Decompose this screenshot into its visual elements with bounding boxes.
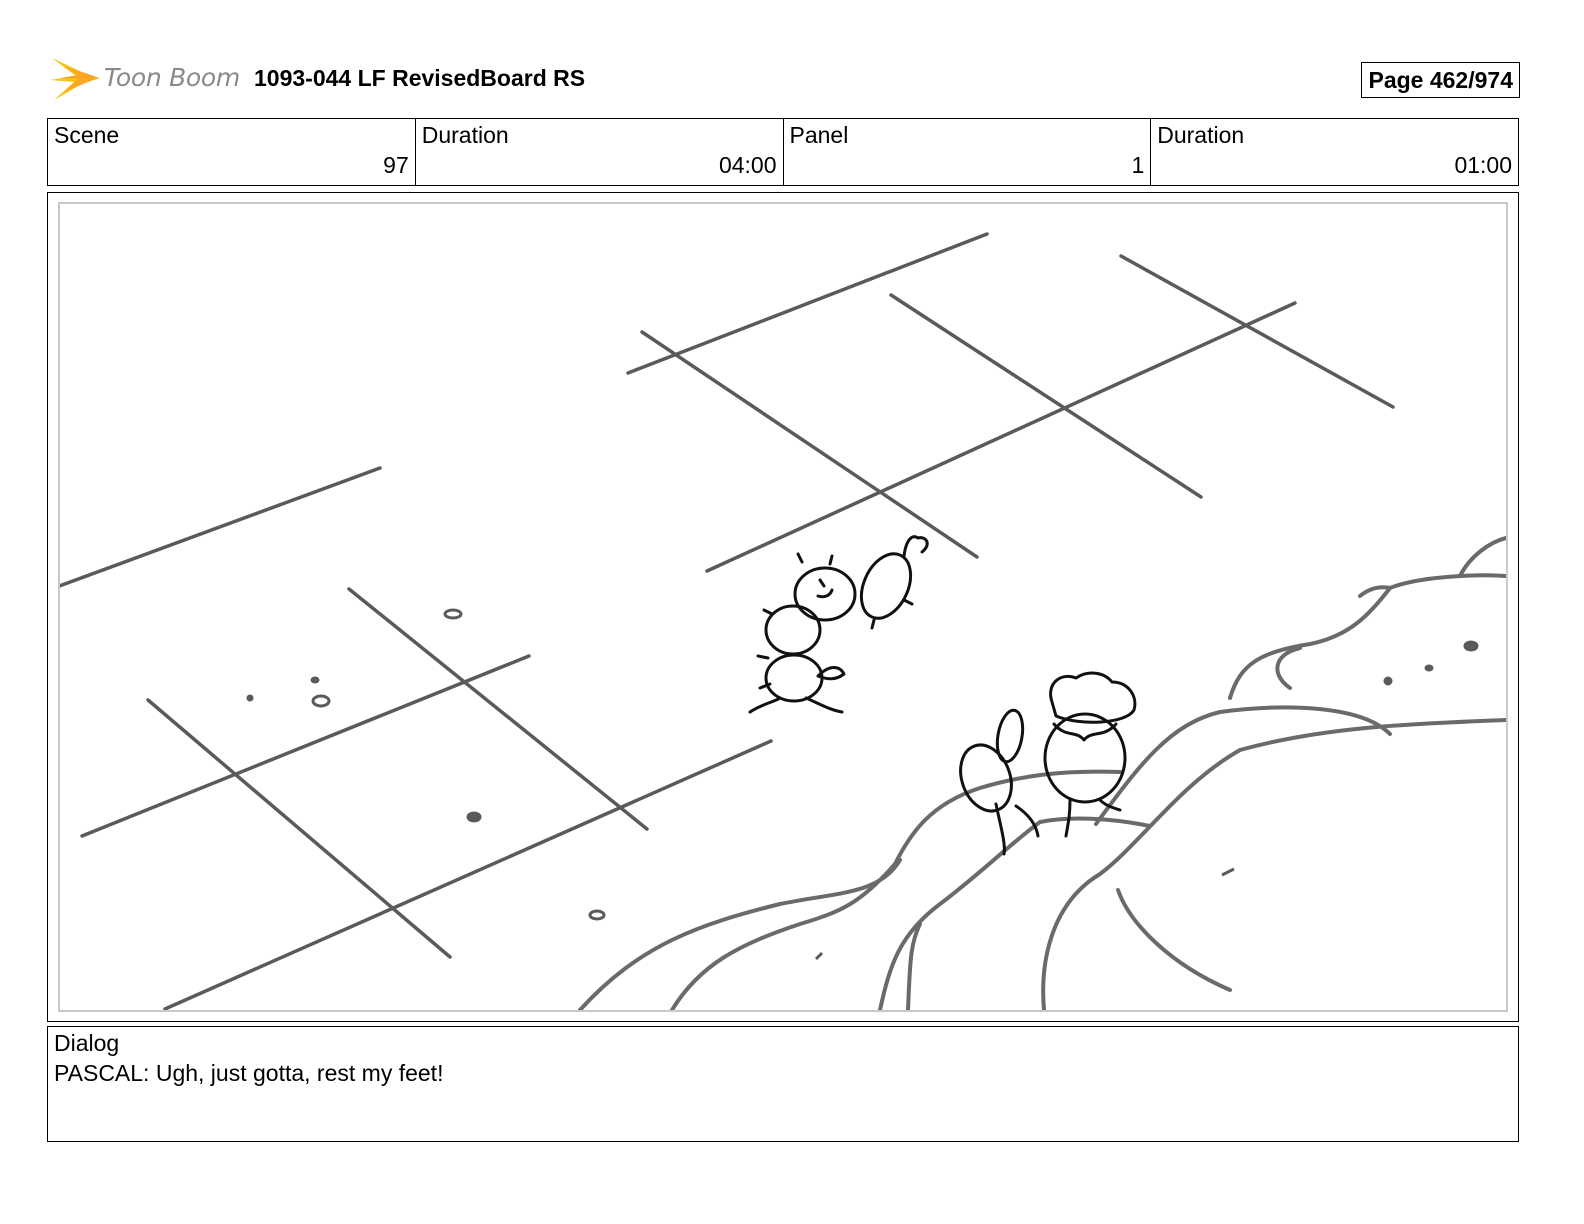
storyboard-panel-frame — [47, 192, 1519, 1022]
storyboard-sketch — [58, 202, 1508, 1012]
scene-info-table — [47, 118, 1519, 186]
desert-scene-sketch — [60, 204, 1506, 1010]
cactus-pascal — [750, 537, 927, 712]
scene-duration-value: 04:00 — [718, 152, 777, 178]
cactus-with-flower — [952, 673, 1135, 854]
starburst-logo-icon — [48, 52, 104, 104]
page-header — [48, 52, 1520, 104]
pebbles — [248, 610, 1477, 959]
dialog-box — [47, 1026, 1519, 1142]
dialog-text: PASCAL: Ugh, just gotta, rest my feet! — [54, 1060, 444, 1086]
ground-cracks — [60, 234, 1393, 1009]
logo-text: Toon Boom — [104, 63, 240, 92]
page-indicator: Page 462/974 — [1361, 62, 1520, 98]
scene-value: 97 — [383, 152, 409, 178]
scene-cell — [48, 119, 416, 185]
panel-duration-label: Duration — [1157, 122, 1245, 148]
panel-duration-value: 01:00 — [1454, 152, 1512, 178]
panel-label: Panel — [789, 122, 849, 148]
panel-value: 1 — [1131, 152, 1145, 178]
scene-label: Scene — [54, 122, 120, 148]
scene-duration-cell — [416, 119, 784, 185]
rocks — [580, 538, 1506, 1010]
dialog-label: Dialog — [54, 1030, 120, 1056]
document-title: 1093-044 LF RevisedBoard RS — [254, 65, 586, 91]
panel-duration-cell — [1151, 119, 1518, 185]
toon-boom-logo — [48, 52, 244, 104]
scene-duration-label: Duration — [421, 122, 509, 148]
panel-cell — [784, 119, 1152, 185]
